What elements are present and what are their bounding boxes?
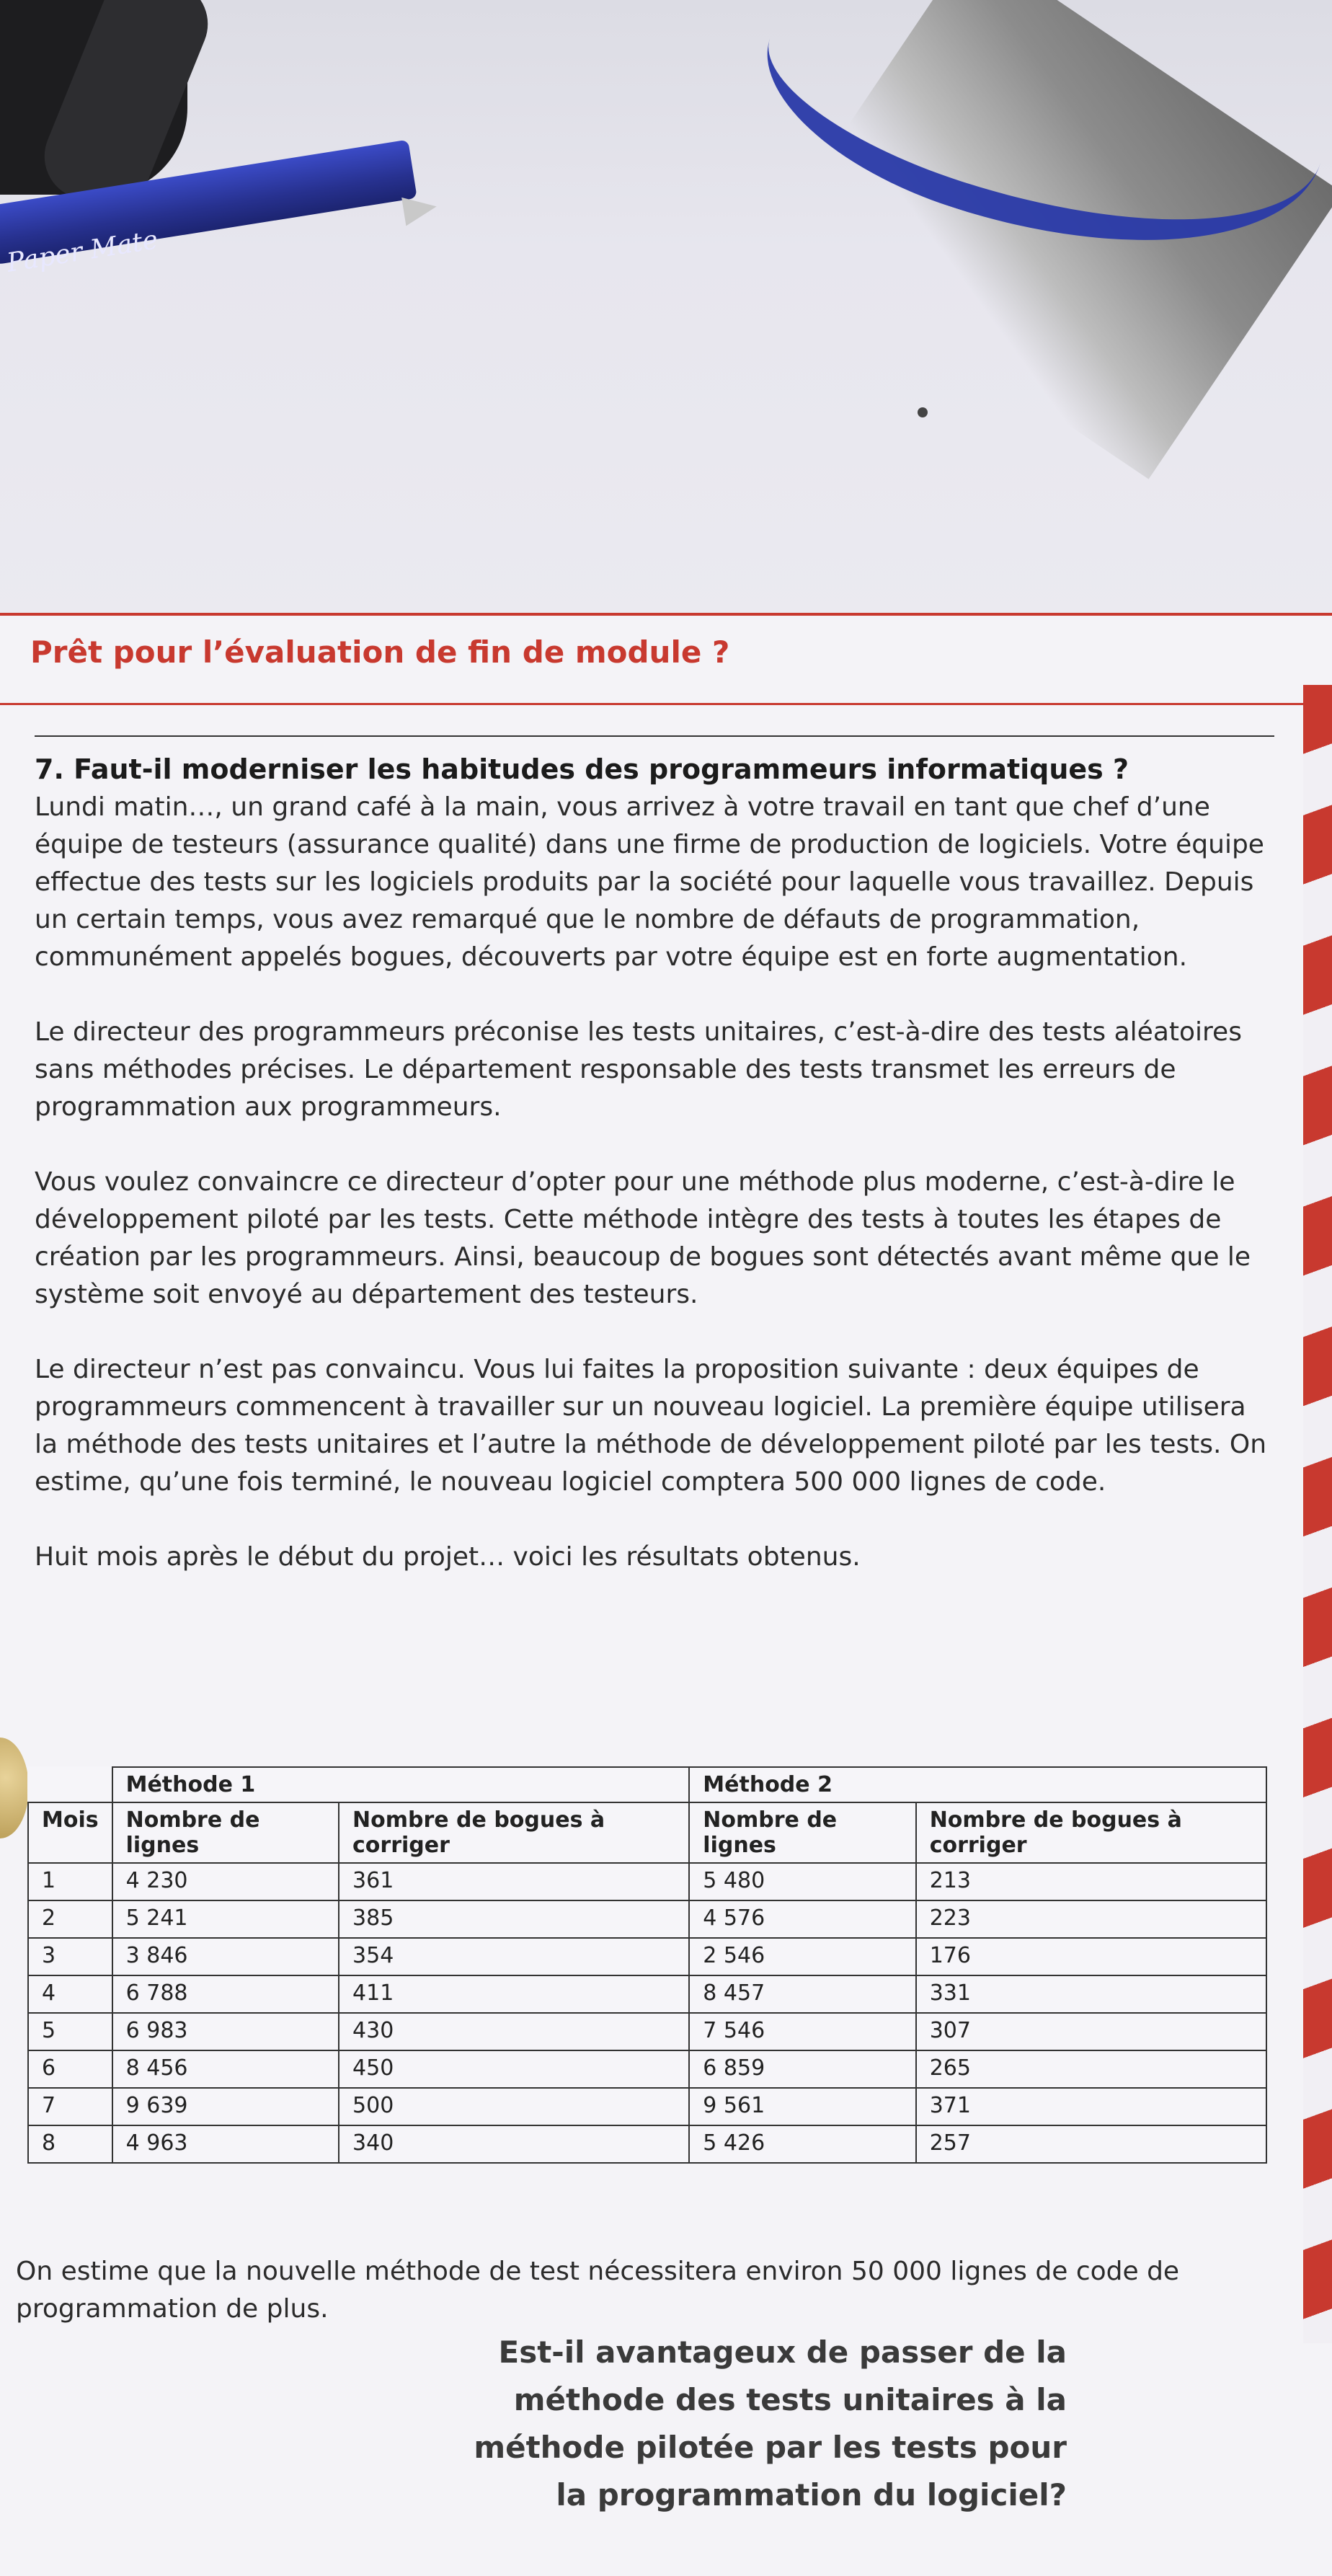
exercise-question: Est-il avantageux de passer de la méthode des tests unitaires à la méthode pilotée par les tests pour la programmation du logiciel? (474, 2334, 1067, 2513)
table-row (28, 2013, 1266, 2050)
title-rule (0, 703, 1303, 705)
cell-m1-lines: 4 230 (112, 1863, 339, 1900)
cell-m2-lines: 5 426 (689, 2125, 915, 2163)
desk-background (0, 0, 1332, 627)
cell-m2-lines: 4 576 (689, 1900, 915, 1938)
cell-m1-bugs: 411 (339, 1975, 689, 2013)
exercise-7 (35, 750, 1274, 1614)
paragraph-context-text: Lundi matin…, un grand café à la main, vous arrivez à votre travail en tant que chef d’une équipe de testeurs (assurance qualité) dans une firme de production de logiciels. Votre équipe effectue des tests sur les logiciels produits par la société pour laquelle vous travaillez. Depuis un certain temps, vous avez remarqué que le nombre de défauts de programmation, communément appelés bogues, découverts par votre équipe est en forte augmentation. (35, 792, 1264, 972)
section-title: Prêt pour l’évaluation de fin de module ? (30, 634, 730, 670)
cell-mois: 8 (28, 2125, 112, 2163)
cell-mois: 4 (28, 1975, 112, 2013)
cell-mois: 6 (28, 2050, 112, 2088)
cell-m2-lines: 6 859 (689, 2050, 915, 2088)
cell-m1-bugs: 361 (339, 1863, 689, 1900)
cell-mois: 3 (28, 1938, 112, 1975)
table-row (28, 2050, 1266, 2088)
exercise-title: 7. Faut-il moderniser les habitudes des programmeurs informatiques ? (35, 753, 1129, 785)
table-row (28, 1900, 1266, 1938)
table-row (28, 1863, 1266, 1900)
method-1-header: Méthode 1 (112, 1767, 690, 1802)
cell-m1-lines: 6 788 (112, 1975, 339, 2013)
page-top-rule (0, 613, 1332, 616)
cell-m1-lines: 4 963 (112, 2125, 339, 2163)
cell-m2-bugs: 265 (916, 2050, 1266, 2088)
cell-m2-bugs: 257 (916, 2125, 1266, 2163)
cell-m1-bugs: 354 (339, 1938, 689, 1975)
table-row (28, 1938, 1266, 1975)
table-column-header-row (28, 1802, 1266, 1863)
pen-tip (401, 192, 439, 226)
col-header-m1-lines: Nombre de lignes (112, 1802, 339, 1863)
cell-m2-lines: 7 546 (689, 2013, 915, 2050)
pen-brand-text: Paper Mate (4, 225, 160, 278)
cell-m2-bugs: 331 (916, 1975, 1266, 2013)
col-header-m1-bugs: Nombre de bogues à corriger (339, 1802, 689, 1863)
cell-m2-lines: 5 480 (689, 1863, 915, 1900)
cell-m2-bugs: 223 (916, 1900, 1266, 1938)
results-table (27, 1766, 1267, 2164)
table-row (28, 1975, 1266, 2013)
table-corner (28, 1767, 112, 1802)
col-header-mois: Mois (28, 1802, 112, 1863)
cell-m1-bugs: 385 (339, 1900, 689, 1938)
paragraph-proposal: Le directeur n’est pas convaincu. Vous lui faites la proposition suivante : deux équipes de programmeurs commencent à travailler sur un nouveau logiciel. La première équipe utilisera la méthode des tests unitaires et l’autre la méthode de développement piloté par les tests. On estime, qu’une fois terminé, le nouveau logiciel comptera 500 000 lignes de code. (35, 1355, 1267, 1497)
paragraph-context (35, 789, 1274, 976)
table-row (28, 2125, 1266, 2163)
paragraph-results-intro: Huit mois après le début du projet… voici les résultats obtenus. (35, 1542, 861, 1572)
cell-m1-bugs: 430 (339, 2013, 689, 2050)
method-2-header: Méthode 2 (689, 1767, 1266, 1802)
cell-m1-lines: 8 456 (112, 2050, 339, 2088)
cell-mois: 1 (28, 1863, 112, 1900)
estimate-note: On estime que la nouvelle méthode de test nécessitera environ 50 000 lignes de code de programmation de plus. (16, 2257, 1180, 2324)
cell-m2-bugs: 176 (916, 1938, 1266, 1975)
cell-m2-bugs: 371 (916, 2088, 1266, 2125)
page-edge-stripes (1303, 685, 1332, 2343)
paragraph-unit-tests: Le directeur des programmeurs préconise les tests unitaires, c’est-à-dire des tests aléatoires sans méthodes précises. Le département responsable des tests transmet les erreurs de programmation aux programmeurs. (35, 1017, 1242, 1122)
col-header-m2-bugs: Nombre de bogues à corriger (916, 1802, 1266, 1863)
cell-m2-bugs: 213 (916, 1863, 1266, 1900)
table-group-header-row (28, 1767, 1266, 1802)
cell-m1-bugs: 340 (339, 2125, 689, 2163)
cell-m1-lines: 6 983 (112, 2013, 339, 2050)
cell-mois: 7 (28, 2088, 112, 2125)
desk-dot (918, 407, 928, 417)
cell-m1-lines: 3 846 (112, 1938, 339, 1975)
cell-m1-bugs: 450 (339, 2050, 689, 2088)
paragraph-tdd: Vous voulez convaincre ce directeur d’opter pour une méthode plus moderne, c’est-à-dire le développement piloté par les tests. Cette méthode intègre des tests à toutes les étapes de création par les programmeurs. Ainsi, beaucoup de bogues sont détectés avant même que le système soit envoyé au département des testeurs. (35, 1167, 1251, 1309)
textbook-page (0, 613, 1332, 2576)
cell-m1-bugs: 500 (339, 2088, 689, 2125)
cell-m1-lines: 5 241 (112, 1900, 339, 1938)
coin (0, 1738, 29, 1838)
cell-m2-lines: 8 457 (689, 1975, 915, 2013)
col-header-m2-lines: Nombre de lignes (689, 1802, 915, 1863)
table-row (28, 2088, 1266, 2125)
cell-m2-bugs: 307 (916, 2013, 1266, 2050)
cell-m2-lines: 2 546 (689, 1938, 915, 1975)
cell-m1-lines: 9 639 (112, 2088, 339, 2125)
exercise-rule (35, 735, 1274, 737)
cell-m2-lines: 9 561 (689, 2088, 915, 2125)
cell-mois: 2 (28, 1900, 112, 1938)
cell-mois: 5 (28, 2013, 112, 2050)
